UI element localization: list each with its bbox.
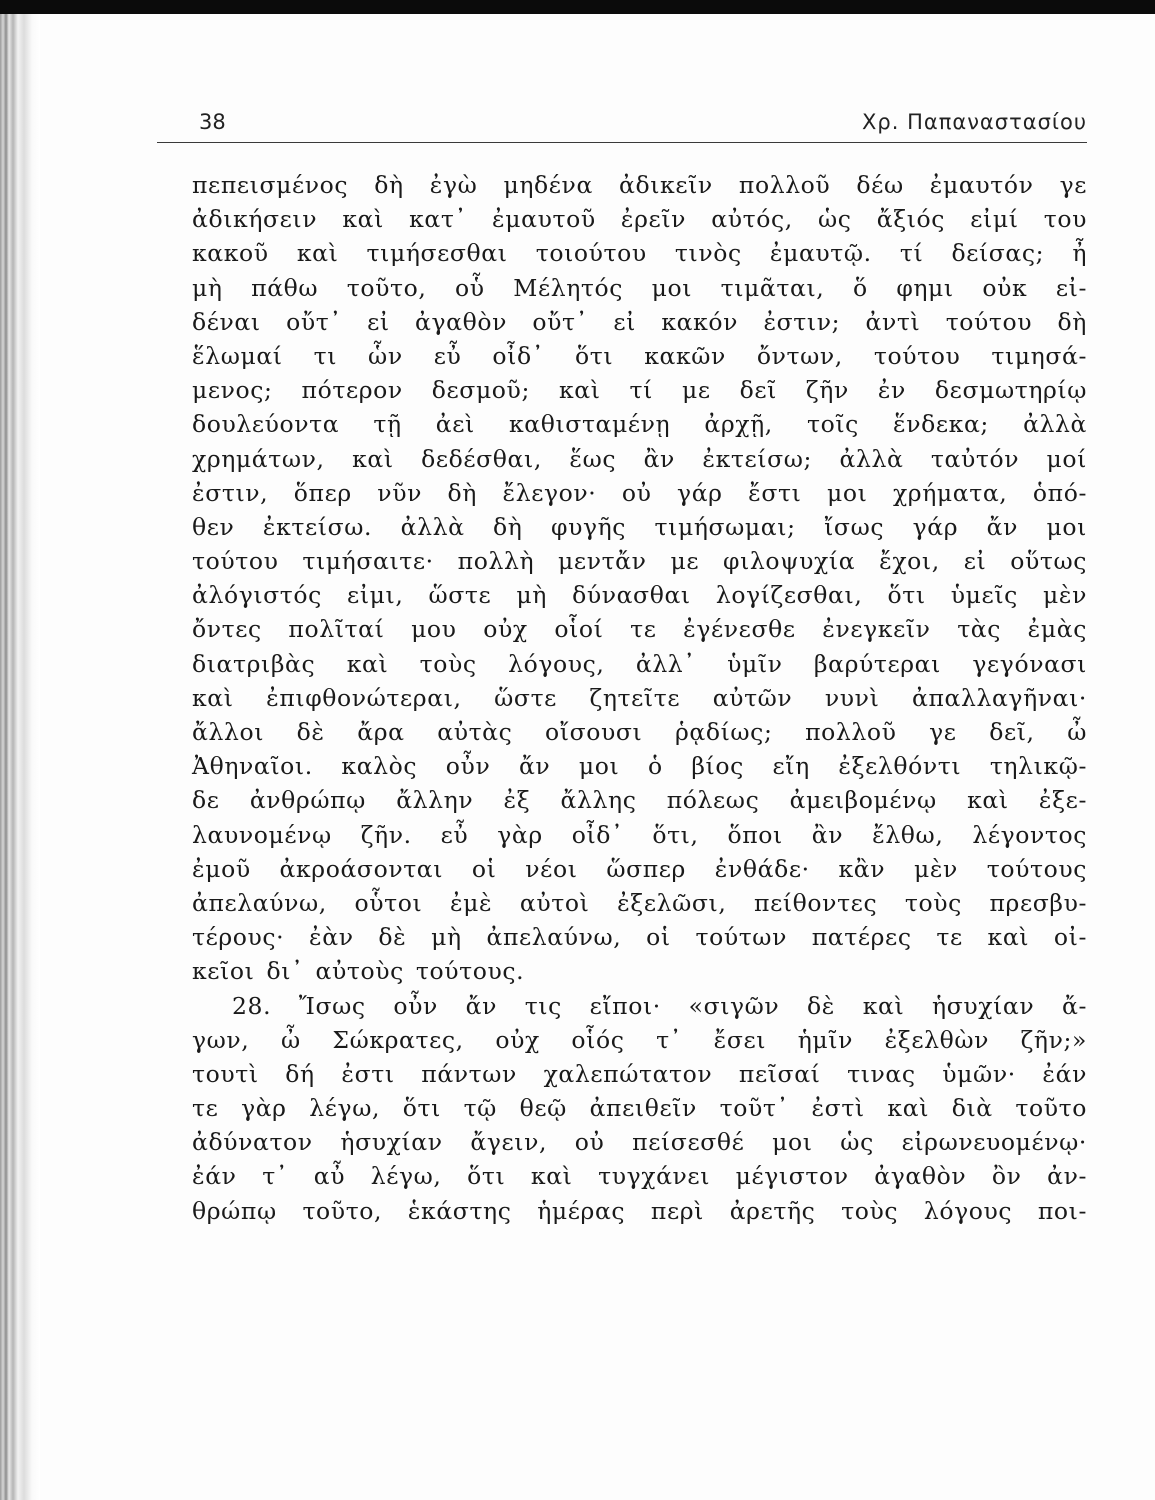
text-line: χρημάτων, καὶ δεδέσθαι, ἕως ἂν ἐκτείσω; ἀλλὰ ταὐτόν μοί [192,444,1087,473]
text-line: δέναι οὔτ᾽ εἰ ἀγαθὸν οὔτ᾽ εἰ κακόν ἐστιν; ἀντὶ τούτου δὴ [192,307,1087,336]
text-line: λαυνομένῳ ζῆν. εὖ γὰρ οἶδ᾽ ὅτι, ὅποι ἂν ἔλθω, λέγοντος [192,820,1087,849]
text-line: ἀδύνατον ἡσυχίαν ἄγειν, οὐ πείσεσθέ μοι ὡς εἰρωνευομένῳ· [192,1128,1087,1157]
text-line: ἕλωμαί τι ὧν εὖ οἶδ᾽ ὅτι κακῶν ὄντων, τούτου τιμησά- [192,341,1087,370]
section-28-first-line: 28. Ἴσως οὖν ἄν τις εἴποι· «σιγῶν δὲ καὶ ἡσυχίαν ἄ- [232,991,1087,1020]
text-line: ἀδικήσειν καὶ κατ᾽ ἐμαυτοῦ ἐρεῖν αὐτός, ὡς ἄξιός εἰμί του [192,205,1087,234]
text-line: ἀλόγιστός εἰμι, ὥστε μὴ δύνασθαι λογίζεσθαι, ὅτι ὑμεῖς μὲν [192,581,1087,610]
page-header [157,108,1087,143]
text-line: γων, ὦ Σώκρατες, οὐχ οἷός τ᾽ ἔσει ἡμῖν ἐξελθὼν ζῆν;» [192,1025,1087,1054]
page-number: 38 [199,110,226,134]
book-page-edges [0,14,40,1500]
text-line: πεπεισμένος δὴ ἐγὼ μηδένα ἀδικεῖν πολλοῦ δέω ἐμαυτόν γε [192,171,1087,199]
text-line: Ἀθηναῖοι. καλὸς οὖν ἄν μοι ὁ βίος εἴη ἐξελθόντι τηλικῷ- [192,752,1087,781]
text-line: ὄντες πολῖταί μου οὐχ οἷοί τε ἐγένεσθε ἐνεγκεῖν τὰς ἐμὰς [192,615,1087,644]
text-line: τουτὶ δή ἐστι πάντων χαλεπώτατον πεῖσαί τινας ὑμῶν· ἐάν [192,1059,1087,1088]
text-line: τε γὰρ λέγω, ὅτι τῷ θεῷ ἀπειθεῖν τοῦτ᾽ ἐστὶ καὶ διὰ τοῦτο [192,1094,1087,1123]
text-line: τούτου τιμήσαιτε· πολλὴ μεντἄν με φιλοψυχία ἔχοι, εἰ οὕτως [192,547,1087,576]
text-line: διατριβὰς καὶ τοὺς λόγους, ἀλλ᾽ ὑμῖν βαρύτεραι γεγόνασι [192,649,1087,678]
text-line: ἐμοῦ ἀκροάσονται οἱ νέοι ὥσπερ ἐνθάδε· κἂν μὲν τούτους [192,854,1087,883]
running-head-author: Χρ. Παπαναστασίου [862,110,1087,134]
text-line: ἐάν τ᾽ αὖ λέγω, ὅτι καὶ τυγχάνει μέγιστον ἀγαθὸν ὂν ἀν- [192,1162,1087,1191]
text-line: θρώπῳ τοῦτο, ἑκάστης ἡμέρας περὶ ἀρετῆς τοὺς λόγους ποι- [192,1196,1087,1225]
text-line: ἀπελαύνω, οὗτοι ἐμὲ αὐτοὶ ἐξελῶσι, πείθοντες τοὺς πρεσβυ- [192,888,1087,917]
text-line: δουλεύοντα τῇ ἀεὶ καθισταμένῃ ἀρχῇ, τοῖς ἕνδεκα; ἀλλὰ [192,410,1087,439]
paragraph-end-line: κεῖοι δι᾽ αὐτοὺς τούτους. [192,957,525,986]
body-text [192,168,1087,1228]
text-line: καὶ ἐπιφθονώτεραι, ὥστε ζητεῖτε αὐτῶν νυνὶ ἀπαλλαγῆναι· [192,683,1087,712]
text-line: τέρους· ἐὰν δὲ μὴ ἀπελαύνω, οἱ τούτων πατέρες τε καὶ οἰ- [192,923,1087,952]
text-line: θεν ἐκτείσω. ἀλλὰ δὴ φυγῆς τιμήσωμαι; ἴσως γάρ ἄν μοι [192,512,1087,541]
text-line: μὴ πάθω τοῦτο, οὗ Μέλητός μοι τιμᾶται, ὅ φημι οὐκ εἰ- [192,273,1087,302]
scan-top-border [0,0,1155,14]
text-line: ἄλλοι δὲ ἄρα αὐτὰς οἴσουσι ῥᾳδίως; πολλοῦ γε δεῖ, ὦ [192,718,1087,746]
text-line: ἐστιν, ὅπερ νῦν δὴ ἔλεγον· οὐ γάρ ἔστι μοι χρήματα, ὁπό- [192,478,1087,507]
text-line: δε ἀνθρώπῳ ἄλλην ἐξ ἄλλης πόλεως ἀμειβομένῳ καὶ ἐξε- [192,786,1087,815]
text-line: κακοῦ καὶ τιμήσεσθαι τοιούτου τινὸς ἐμαυτῷ. τί δείσας; ἦ [192,239,1087,268]
text-line: μενος; πότερον δεσμοῦ; καὶ τί με δεῖ ζῆν ἐν δεσμωτηρίῳ [192,376,1087,405]
